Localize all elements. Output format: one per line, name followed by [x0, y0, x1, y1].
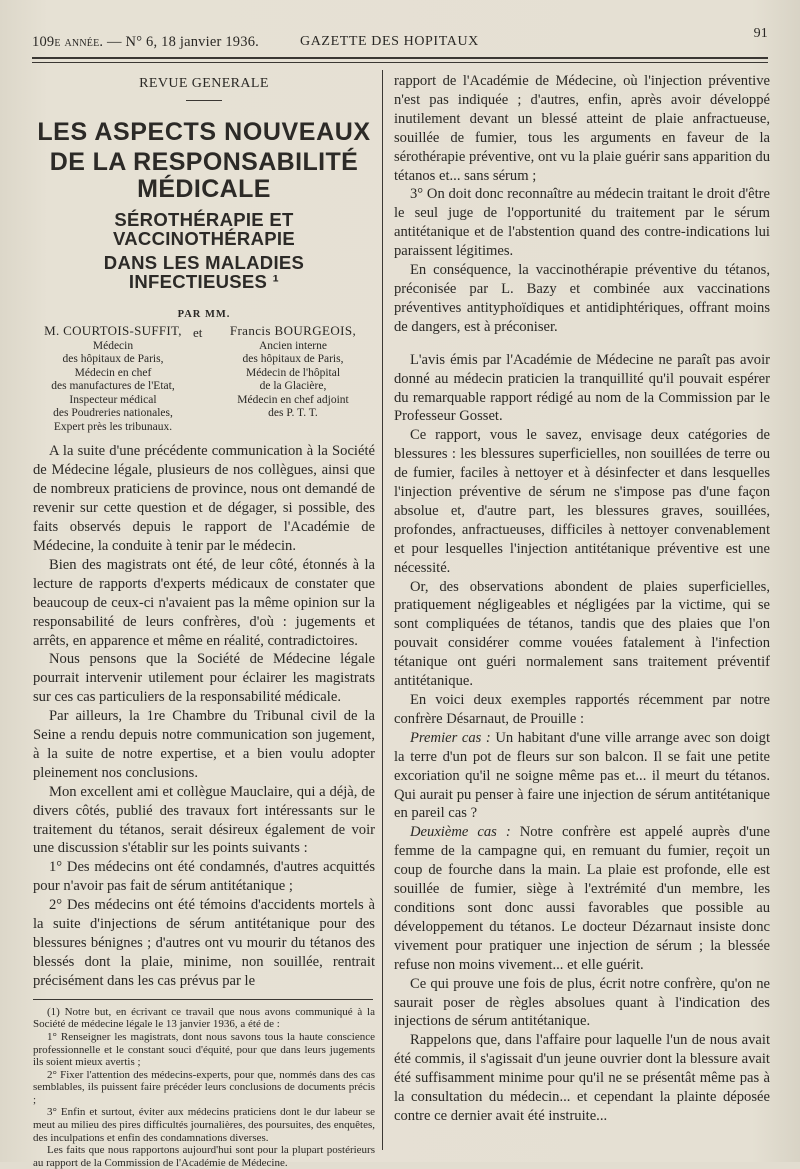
author-1-line: des manufactures de l'Etat, — [51, 380, 175, 393]
title-line-4: DANS LES MALADIES INFECTIEUSES ¹ — [103, 251, 305, 293]
footnote: 1° Renseigner les magistrats, dont nous savons tous la haute conscience professionnelle et le constant souci d'équité, pour que dans leurs jugements ils soient mieux avertis ; — [33, 1030, 375, 1069]
title-line-3: SÉROTHÉRAPIE ET VACCINOTHÉRAPIE — [113, 208, 295, 250]
header-rule-thick — [32, 57, 768, 59]
rubric-rule — [186, 100, 222, 101]
author-1 — [33, 324, 193, 434]
paragraph: Ce qui prouve une fois de plus, écrit notre confrère, qu'on ne saurait poser de règles absolues quant à l'indication des injections de sérum antitétanique. — [394, 975, 770, 1030]
author-1-name: M. COURTOIS-SUFFIT, — [44, 323, 182, 339]
author-1-line: Expert près les tribunaux. — [53, 420, 173, 433]
paragraph: L'avis émis par l'Académie de Médecine ne paraît pas avoir donné au médecin praticien la tranquillité qu'il pouvait espérer du remarquable rapport rédigé au nom de la Commission par le Professeur Gosset. — [394, 351, 770, 425]
case-paragraph — [394, 729, 770, 824]
paragraph: rapport de l'Académie de Médecine, où l'injection préventive n'est pas indiquée ; d'autres, enfin, après avoir développé inutilement devant un blessé atteint de plaie anfractueuse, souillée de fumier, tous les arguments en faveur de la sérothérapie préventive, ont vu la plaie guérir sans apparition du tétanos et... sans sérum ; — [394, 73, 770, 184]
author-2-name: Francis BOURGEOIS, — [229, 323, 357, 339]
right-column — [394, 72, 770, 1126]
issue-year-suffix: e année. — [54, 34, 104, 50]
case-label: Premier cas : — [410, 729, 491, 746]
paragraph: En voici deux exemples rapportés récemment par notre confrère Désarnaut, de Prouille : — [394, 692, 770, 727]
author-1-line: Médecin en chef — [74, 366, 152, 379]
title-line-2: DE LA RESPONSABILITÉ MÉDICALE — [49, 148, 359, 203]
case-text: Notre confrère est appelé auprès d'une femme de la campagne qui, en remuant du fumier, reçoit un coup de fourche dans la main. La plaie est profonde, elle est souillée de fumier, siège à l'extrémité d'un membre, les conditions sont donc aussi favorables que possible au développement du tétanos. Le docteur Dézarnaut insiste donc vivement pour pratiquer une injection de sérum ; la blessée refuse non moins vivement... et elle guérit. — [394, 824, 770, 973]
case-paragraph — [394, 823, 770, 974]
authors-block — [33, 324, 375, 442]
footnote: Les faits que nous rapportons aujourd'hui sont pour la plupart postérieurs au rapport de la Commission de l'Académie de Médecine. — [33, 1144, 375, 1169]
title-line-1: LES ASPECTS NOUVEAUX — [37, 118, 371, 146]
author-2 — [211, 324, 375, 421]
case-label: Deuxième cas : — [410, 824, 511, 841]
author-2-line: Médecin en chef adjoint — [237, 393, 349, 406]
author-1-line: Inspecteur médical — [69, 393, 157, 406]
paragraph: 1° Des médecins ont été condamnés, d'autres acquittés pour n'avoir pas fait de sérum antitétanique ; — [33, 859, 375, 895]
paragraph: Nous pensons que la Société de Médecine légale pourrait intervenir utilement pour éclairer les magistrats sur ces cas particuliers de la responsabilité médicale. — [33, 651, 375, 706]
paragraph: 3° On doit donc reconnaître au médecin traitant le droit d'être le seul juge de l'opportunité du traitement par le sérum antitétanique et de l'abstention quand des contre-indications lui paraissent légitimes. — [394, 186, 770, 260]
issue-number-date: — N° 6, 18 janvier 1936. — [103, 34, 259, 50]
paragraph: Or, des observations abondent de plaies superficielles, pratiquement négligeables et négligées par la victime, qui se sont compliquées de tétanos, tandis que des plaies que l'on pouvait considérer comme vouées fatalement à l'infection tétanique ont guéri normalement sans traitement préventif antitétanique. — [394, 578, 770, 690]
footnote-rule — [33, 999, 373, 1000]
author-2-line: Ancien interne — [258, 339, 327, 352]
column-divider — [382, 70, 383, 1150]
paragraph: A la suite d'une précédente communication à la Société de Médecine légale, plusieurs de nos collègues, ainsi que de nombreux praticiens de province, nous ont demandé de revenir sur cette question et de dégager, si possible, des faits observés depuis le rapport de l'Académie de Médecine, la conduite à tenir par le médecin. — [33, 443, 375, 554]
header-rule-thin — [32, 62, 768, 63]
author-2-line: de la Glacière, — [259, 380, 327, 393]
footnote: (1) Notre but, en écrivant ce travail que nous avons communiqué à la Société de médecine légale le 13 janvier 1936, a été de : — [33, 1005, 375, 1031]
page-number: 91 — [753, 26, 768, 41]
paragraph: En conséquence, la vaccinothérapie préventive du tétanos, préconisée par L. Bazy et combinée aux vaccinations préventives antityphoïdiques et antidiphtériques, offrant moins de dangers, est à préconiser. — [394, 262, 770, 335]
author-1-line: Médecin — [92, 339, 134, 352]
paragraph: Bien des magistrats ont été, de leur côté, étonnés à la lecture de rapports d'experts médicaux de constater que beaucoup de ceux-ci n'avaient pas la même opinion sur la responsabilité de leurs confrères, d'où : jugements et arrêts, en apparence et même en réalité, contradictoires. — [33, 556, 375, 649]
section-gap — [394, 337, 770, 351]
authors-and: et — [193, 325, 203, 341]
paragraph: Mon excellent ami et collègue Mauclaire, qui a déjà, de divers côtés, publié des travaux fort intéressants sur le traitement du tétanos, serait désireux également de voir une discussion s'établir sur les points suivants : — [33, 783, 375, 857]
paragraph: Rappelons que, dans l'affaire pour laquelle l'un de nous avait été commis, il s'agissait d'un jeune ouvrier dont la blessure avait été suffisamment minime pour qu'il ne se présentât même pas à la consultation du médecin... et cependant la plainte déposée contre ce dernier avait été instruite... — [394, 1032, 770, 1124]
paragraph: 2° Des médecins ont été témoins d'accidents mortels à la suite d'injections de sérum antitétanique pour des blessures bénignes ; d'autres ont vu mourir du tétanos des blessés dont la plaie, minime, non souillée, rentrait précisément dans les cas prévus par le — [33, 897, 375, 989]
footnote: 3° Enfin et surtout, éviter aux médecins praticiens dont le dur labeur se meut au milieu des pires difficultés journalières, des poursuites, des enquêtes, des inculpations et enfin des condamnations diverses. — [33, 1106, 375, 1144]
case-text: Un habitant d'une ville arrange avec son doigt la terre d'un pot de fleurs sur son balcon. Il se fait une petite excoriation qu'il ne soigne même pas et... il meurt du tétanos. Qui aurait pu penser à faire une injection de sérum antitétanique en pareil cas ? — [394, 729, 771, 822]
issue-year: 109 — [32, 34, 55, 50]
issue-info — [32, 34, 259, 51]
footnote: 2° Fixer l'attention des médecins-experts, pour que, nommés dans des cas semblables, ils puissent faire précéder leurs conclusions de documents précis ; — [33, 1068, 375, 1106]
paragraph: Ce rapport, vous le savez, envisage deux catégories de blessures : les blessures superficielles, non souillées de terre ou de fumier, faciles à nettoyer et à désinfecter et dans lesquelles l'injection préventive de sérum ne s'impose pas d'une façon absolue et, d'autre part, les blessures graves, souillées, profondes, anfractueuses, difficiles à nettoyer convenablement et pour lesquelles l'injection antitétanique préventive est une nécessité. — [394, 427, 770, 576]
paragraph: Par ailleurs, la 1re Chambre du Tribunal civil de la Seine a rendu depuis notre communication son jugement, à la suite de notre expertise, et a bien voulu adopter pleinement nos conclusions. — [33, 708, 375, 781]
author-1-line: des hôpitaux de Paris, — [62, 353, 164, 366]
author-1-line: des Poudreries nationales, — [53, 407, 173, 420]
rubric: REVUE GENERALE — [139, 76, 269, 91]
running-header — [32, 26, 768, 54]
author-2-line: des hôpitaux de Paris, — [242, 353, 344, 366]
author-2-line: Médecin de l'hôpital — [245, 366, 341, 379]
par-mm: PAR MM. — [177, 309, 231, 321]
author-2-line: des P. T. T. — [268, 407, 318, 420]
journal-name: GAZETTE DES HOPITAUX — [300, 34, 479, 49]
left-column — [33, 72, 375, 1169]
